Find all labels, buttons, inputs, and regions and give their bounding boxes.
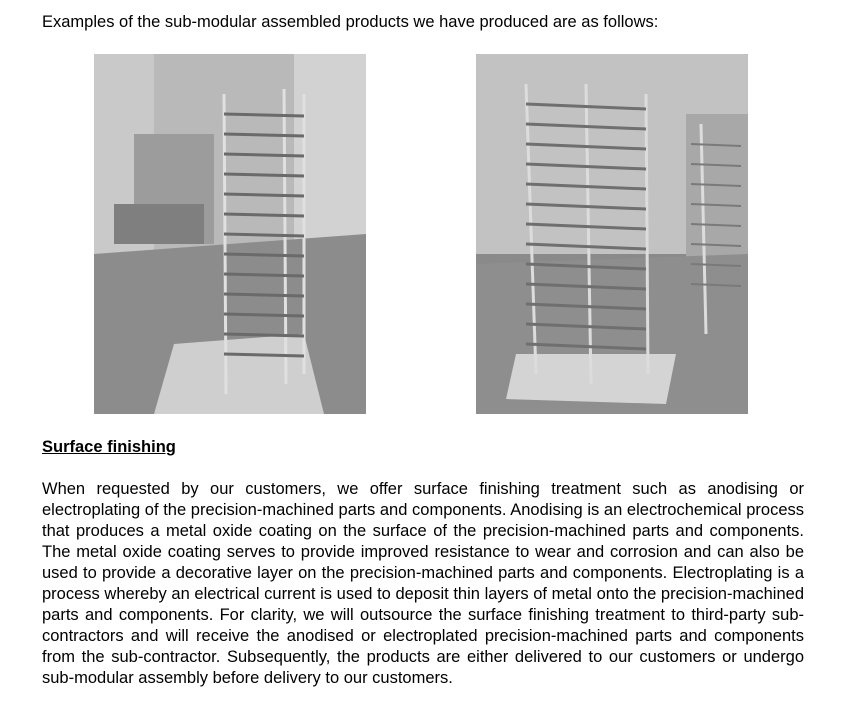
intro-text: Examples of the sub-modular assembled products we have produced are as follows: bbox=[42, 13, 659, 31]
product-photo-2 bbox=[476, 54, 748, 414]
section-heading: Surface finishing bbox=[42, 438, 176, 456]
section-paragraph: When requested by our customers, we offer surface finishing treatment such as anodising or electroplating of the precision-machined parts and components. Anodising is an electrochemical process that produces a metal oxide coating on the surface of the precision-machined parts and components. The metal oxide coating serves to provide improved resistance to wear and corrosion and can also be used to provide a decorative layer on the precision-machined parts and components. Electroplating is a process whereby an electrical current is used to deposit thin layers of metal onto the precision-machined parts and components. For clarity, we will outsource the surface finishing treatment to third-party sub-contractors and will receive the anodised or electroplated precision-machined parts and components from the sub-contractor. Subsequently, the products are either delivered to our customers or undergo sub-modular assembly before delivery to our customers. bbox=[42, 480, 804, 687]
product-photo-1 bbox=[94, 54, 366, 414]
